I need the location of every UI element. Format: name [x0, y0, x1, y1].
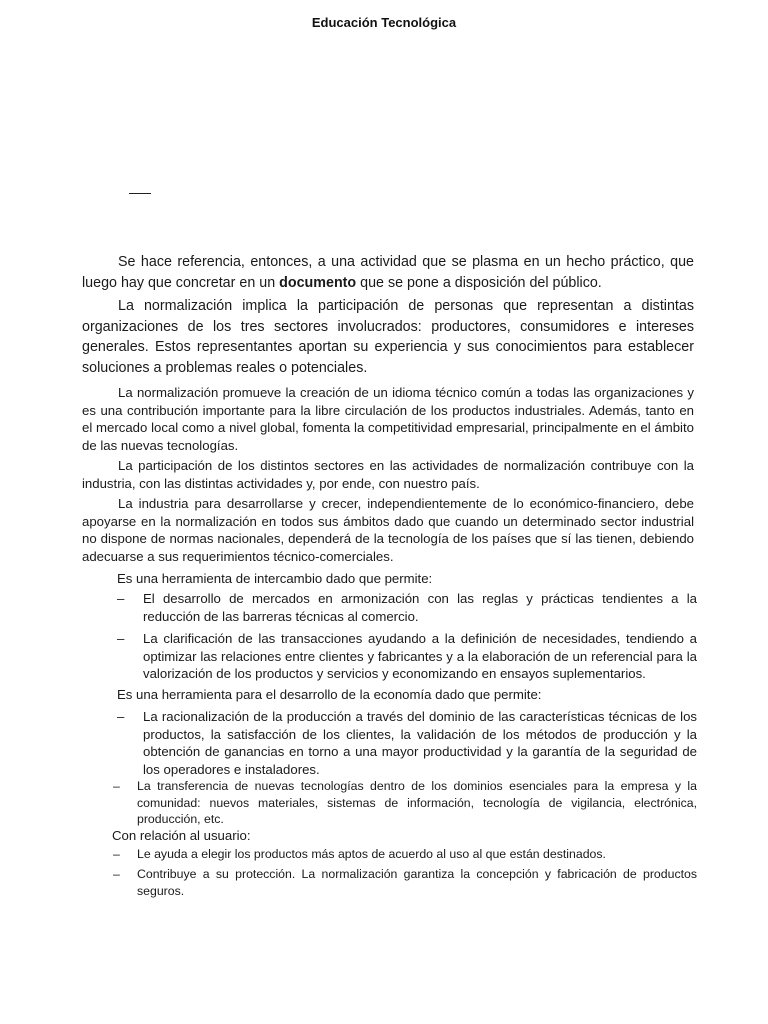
- paragraph-3: La normalización promueve la creación de un idioma técnico común a todas las organizaciones y es una contribución importante para la libre circulación de los productos industriales. Además, tanto en el mercado local como a nivel global, fomenta la competitividad empresarial, principalmente en el ámbito de las nuevas tecnologías.: [82, 385, 694, 453]
- list-item-text: La transferencia de nuevas tecnologías dentro de los dominios esenciales para la empresa y la comunidad: nuevos materiales, sistemas de información, tecnología de vigilancia, electrónica, producción, etc.: [137, 779, 697, 826]
- list-item: [113, 778, 697, 828]
- list-item-text: La racionalización de la producción a través del dominio de las características técnicas de los productos, la satisfacción de los clientes, la validación de los métodos de producción y la obtención de ganancias en torno a una mayor productividad y la garantía de la seguridad de los operadores e instaladores.: [143, 709, 697, 777]
- list-item: [117, 590, 697, 625]
- list-intro-user: Con relación al usuario:: [112, 828, 251, 843]
- bold-word-documento: documento: [279, 274, 357, 291]
- dash-bullet: –: [117, 591, 125, 606]
- list-item-text: Contribuye a su protección. La normalización garantiza la concepción y fabricación de productos seguros.: [137, 867, 697, 898]
- list-item-text: El desarrollo de mercados en armonización con las reglas y prácticas tendientes a la reducción de las barreras técnicas al comercio.: [143, 591, 697, 624]
- list-item: [117, 630, 697, 683]
- list-item: [113, 866, 697, 899]
- paragraph-1-text-start: Se hace referencia, entonces, a una actividad que se plasma en un hecho práctico, que luego hay que concretar en un: [82, 254, 694, 291]
- dash-bullet: –: [117, 709, 125, 724]
- dash-bullet: –: [113, 779, 120, 793]
- list-intro-exchange: Es una herramienta de intercambio dado que permite:: [117, 571, 433, 586]
- paragraph-1: [82, 252, 694, 293]
- paragraph-2: La normalización implica la participación de personas que representan a distintas organizaciones de los tres sectores involucrados: productores, consumidores e intereses generales. Estos representantes aportan su experiencia y sus conocimientos para establecer soluciones a problemas reales o potenciales.: [82, 298, 694, 376]
- dash-bullet: –: [113, 867, 120, 881]
- paragraph-5: La industria para desarrollarse y crecer, independientemente de lo económico-financiero, debe apoyarse en la normalización en todos sus ámbitos dado que cuando un determinado sector industrial no dispone de normas nacionales, dependerá de la tecnología de los países que sí las tienen, debiendo adecuarse a sus requerimientos técnico-comerciales.: [82, 496, 694, 564]
- list-item-text: La clarificación de las transacciones ayudando a la definición de necesidades, tendiendo a optimizar las relaciones entre clientes y fabricantes y a la elaboración de un referencial para la valorización de los productos y servicios y economizando en ensayos suplementarios.: [143, 631, 697, 681]
- short-horizontal-rule: [129, 193, 151, 194]
- list-item: [117, 708, 697, 778]
- list-item-text: Le ayuda a elegir los productos más aptos de acuerdo al uso al que están destinados.: [137, 847, 606, 861]
- page-header-title: Educación Tecnológica: [311, 15, 457, 30]
- paragraph-1-text-end: que se pone a disposición del público.: [356, 274, 602, 291]
- list-intro-economy: Es una herramienta para el desarrollo de la economía dado que permite:: [117, 687, 542, 702]
- list-item: [113, 846, 697, 863]
- dash-bullet: –: [117, 631, 125, 646]
- dash-bullet: –: [113, 847, 120, 861]
- paragraph-4: La participación de los distintos sectores en las actividades de normalización contribuye con la industria, con las distintas actividades y, por ende, con nuestro país.: [82, 458, 694, 491]
